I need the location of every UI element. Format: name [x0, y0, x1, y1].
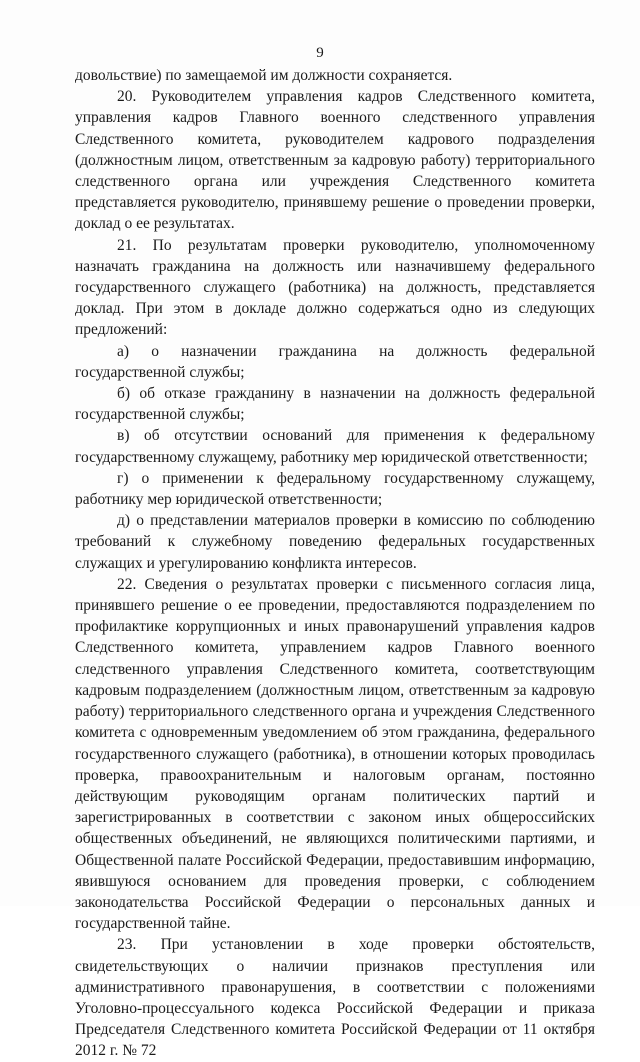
paragraph-21-item-a: а) о назначении гражданина на должность федеральной государственной службы; [75, 342, 595, 381]
paragraph-20: 20. Руководителем управления кадров Следственного комитета, управления кадров Главного военного следственного управления Следственного комитета, руководителем кадрового подразделения (должностным лицом, ответственным за кадровую работу) территориального следственного органа или учреждения Следственного комитета представляется руководителю, принявшему решение о проведении проверки, доклад о ее результатах. [75, 88, 595, 233]
paragraph-continuation: довольствие) по замещаемой им должности сохраняется. [75, 67, 453, 84]
document-body [75, 65, 595, 1062]
paragraph-21-item-b: б) об отказе гражданину в назначении на должность федеральной государственной службы; [75, 385, 595, 424]
paragraph-21: 21. По результатам проверки руководителю, уполномоченному назначать гражданина на должность или назначившему федерального государственного служащего (работника) на должность, представляется доклад. При этом в докладе должно содержаться одно из следующих предложений: [75, 236, 595, 339]
paragraph-21-item-d: д) о представлении материалов проверки в комиссию по соблюдению требований к служебному поведению федеральных государственных служащих и урегулированию конфликта интересов. [75, 512, 595, 572]
paragraph-21-item-g: г) о применении к федеральному государственному служащему, работнику мер юридической ответственности; [75, 469, 595, 509]
paragraph-21-item-v: в) об отсутствии оснований для применения к федеральному государственному служащему, работнику мер юридической ответственности; [75, 427, 595, 466]
paragraph-22: 22. Сведения о результатах проверки с письменного согласия лица, принявшего решение о ее проведении, предоставляются подразделением по профилактике коррупционных и иных правонарушений управления кадров Следственного комитета, управлением кадров Главного военного следственного управления Следственного комитета, соответствующим кадровым подразделением (должностным лицом, ответственным за кадровую работу) территориального следственного органа и учреждения Следственного комитета с одновременным уведомлением об этом гражданина, федерального государственного служащего (работника), в отношении которых проводилась проверка, правоохранительным и налоговым органам, постоянно действующим руководящим органам политических партий и зарегистрированных в соответствии с законом иных общероссийских общественных объединений, не являющихся политическими партиями, и Общественной палате Российской Федерации, предоставившим информацию, явившуюся основанием для проведения проверки, с соблюдением законодательства Российской Федерации о персональных данных и государственной тайне. [75, 575, 595, 933]
paragraph-23: 23. При установлении в ходе проверки обстоятельств, свидетельствующих о наличии признаков преступления или административного правонарушения, в соответствии с положениями Уголовно-процессуального кодекса Российской Федерации и приказа Председателя Следственного комитета Российской Федерации от 11 октября 2012 г. № 72 [75, 936, 595, 1060]
page-number: 9 [316, 45, 324, 61]
